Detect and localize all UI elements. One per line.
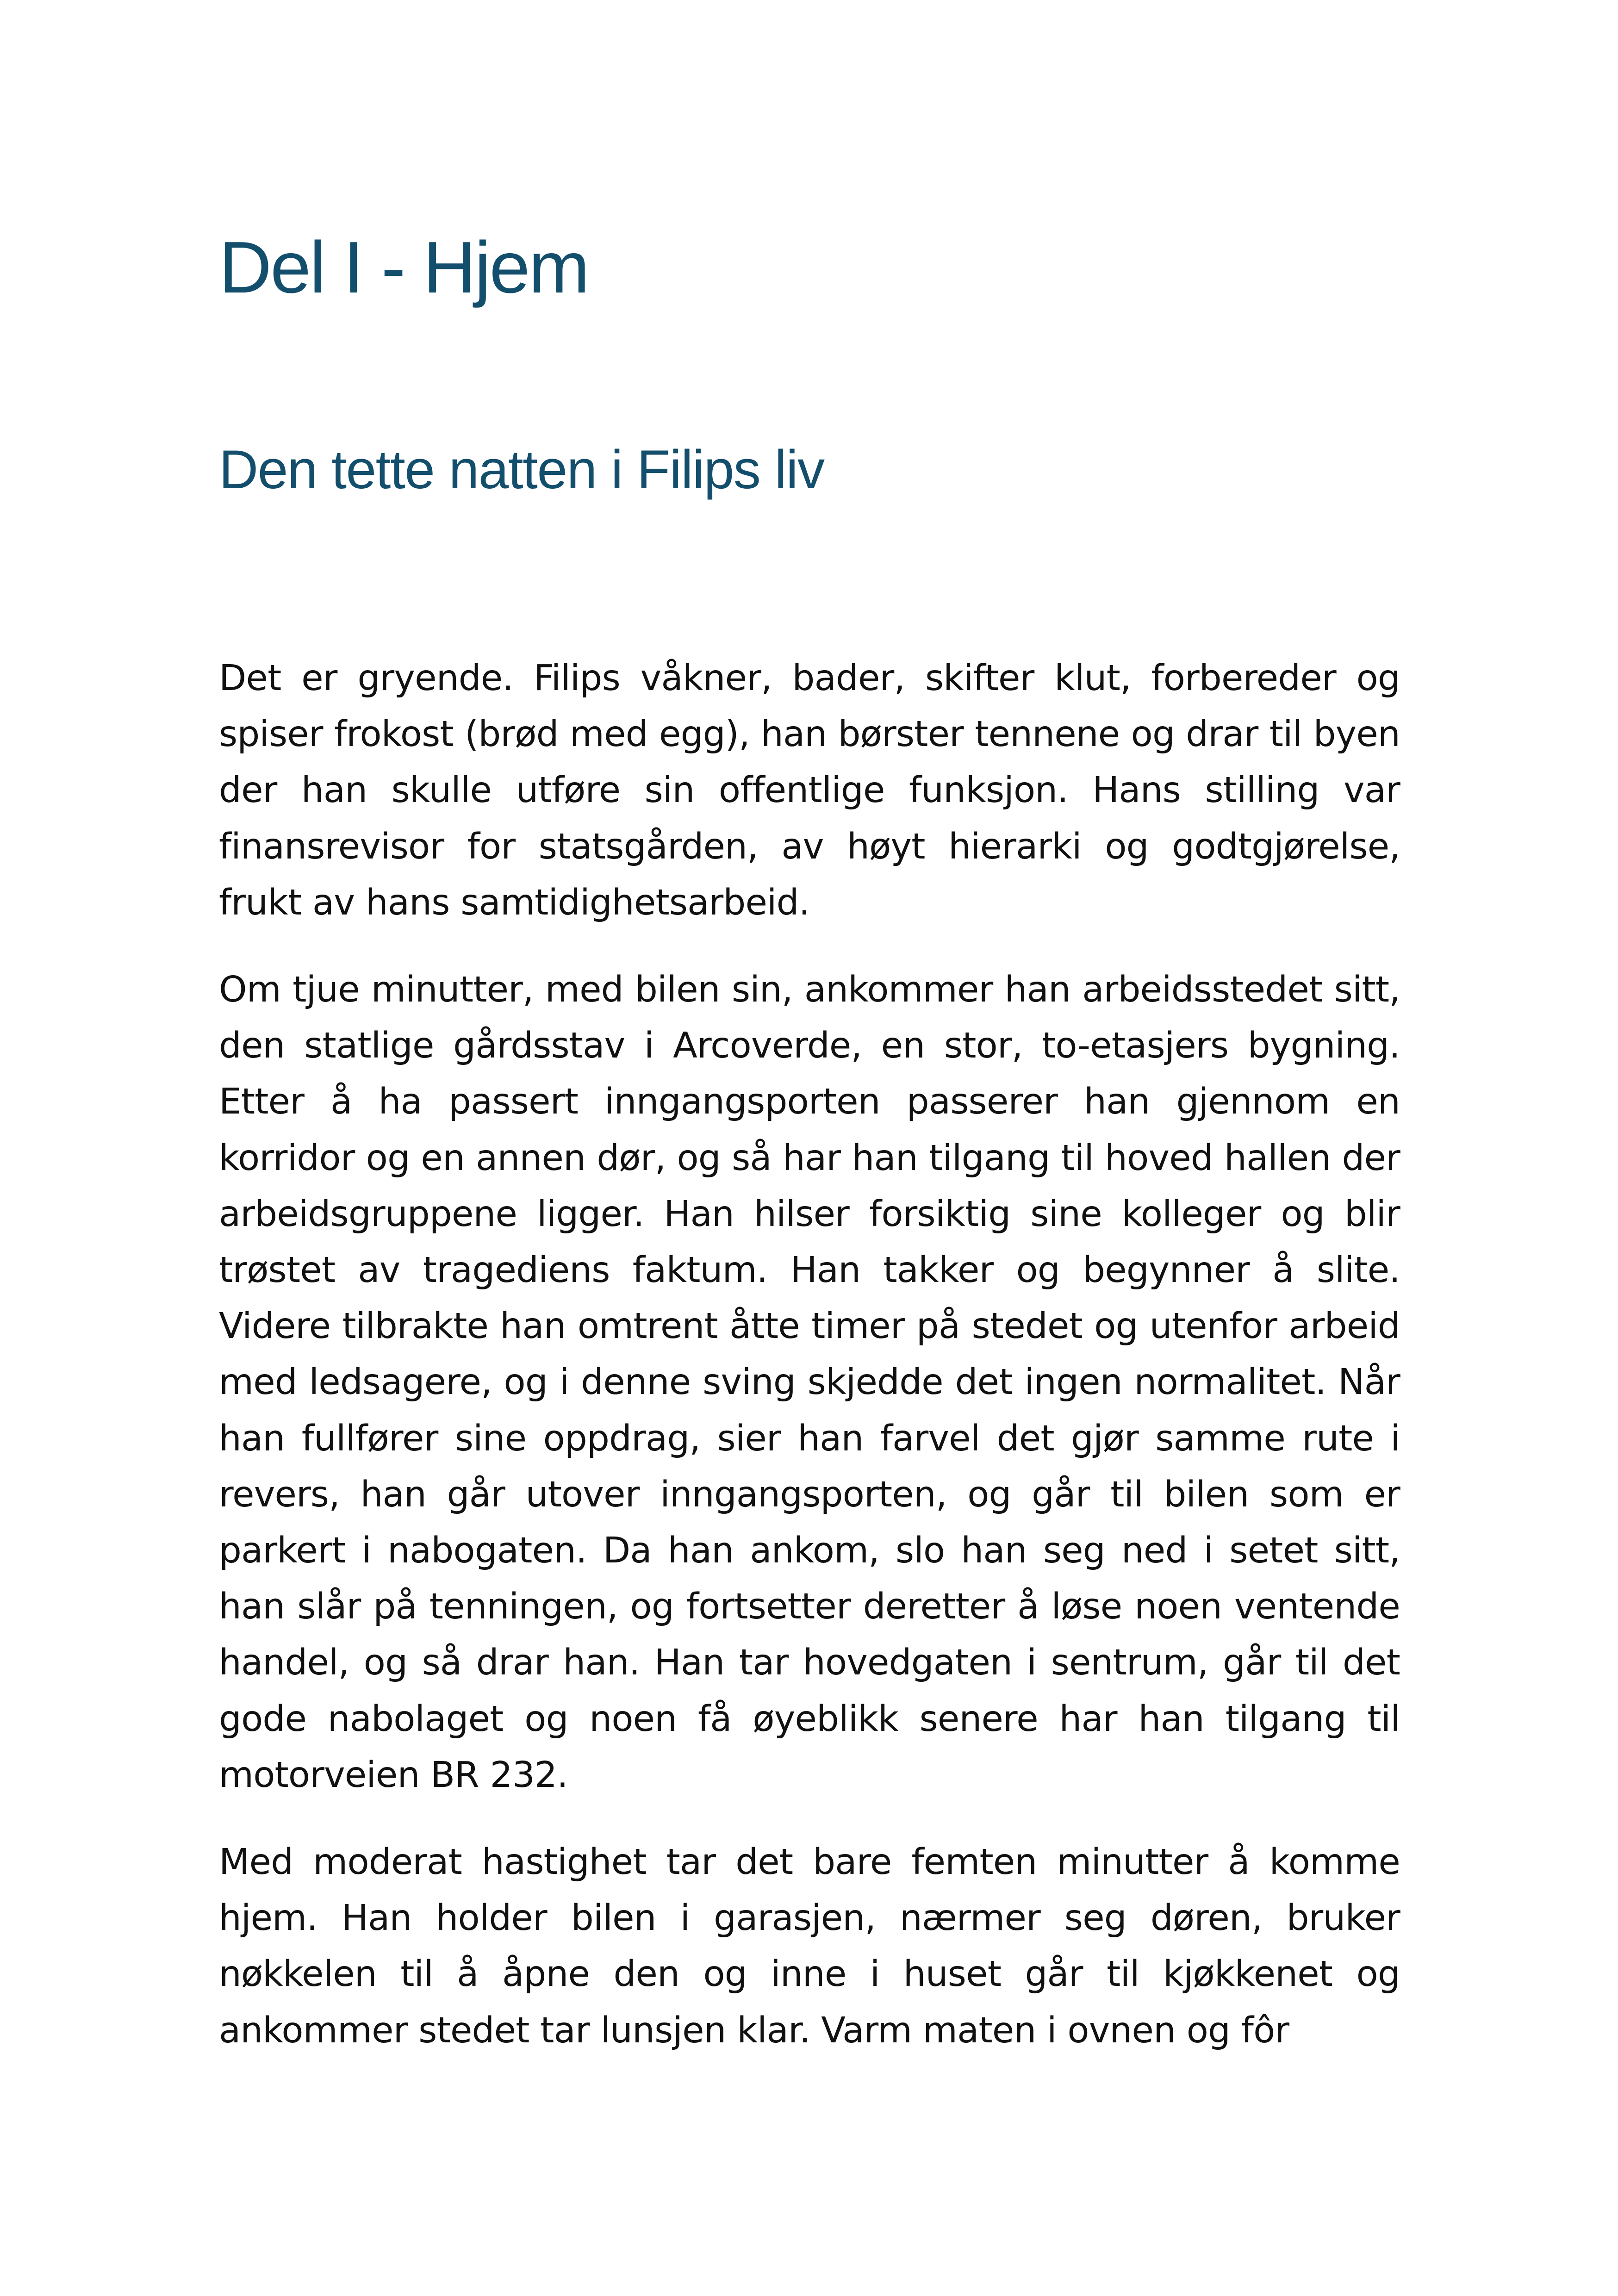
body-text xyxy=(219,650,1400,2090)
paragraph-2: Om tjue minutter, med bilen sin, ankommer han arbeidsstedet sitt, den statlige gårdsstav i Arcoverde, en stor, to-etasjers bygning. Etter å ha passert inngangsporten passerer han gjennom en korridor og en annen dør, og så har han tilgang til hoved hallen der arbeidsgruppene ligger. Han hilser forsiktig sine kolleger og blir trøstet av tragediens faktum. Han takker og begynner å slite. Videre tilbrakte han omtrent åtte timer på stedet og utenfor arbeid med ledsagere, og i denne sving skjedde det ingen normalitet. Når han fullfører sine oppdrag, sier han farvel det gjør samme rute i revers, han går utover inngangsporten, og går til bilen som er parkert i nabogaten. Da han ankom, slo han seg ned i setet sitt, han slår på tenningen, og fortsetter deretter å løse noen ventende handel, og så drar han. Han tar hovedgaten i sentrum, går til det gode nabolaget og noen få øyeblikk senere har han tilgang til motorveien BR 232. xyxy=(219,969,1400,1796)
part-title: Del I - Hjem xyxy=(219,227,588,308)
chapter-title: Den tette natten i Filips liv xyxy=(219,439,824,500)
paragraph-1: Det er gryende. Filips våkner, bader, skifter klut, forbereder og spiser frokost (brød med egg), han børster tennene og drar til byen der han skulle utføre sin offentlige funksjon. Hans stilling var finansrevisor for statsgården, av høyt hierarki og godtgjørelse, frukt av hans samtidighetsarbeid. xyxy=(219,658,1400,923)
paragraph-3: Med moderat hastighet tar det bare femten minutter å komme hjem. Han holder bilen i garasjen, nærmer seg døren, bruker nøkkelen til å åpne den og inne i huset går til kjøkkenet og ankommer stedet tar lunsjen klar. Varm maten i ovnen og fôr xyxy=(219,1842,1400,2051)
